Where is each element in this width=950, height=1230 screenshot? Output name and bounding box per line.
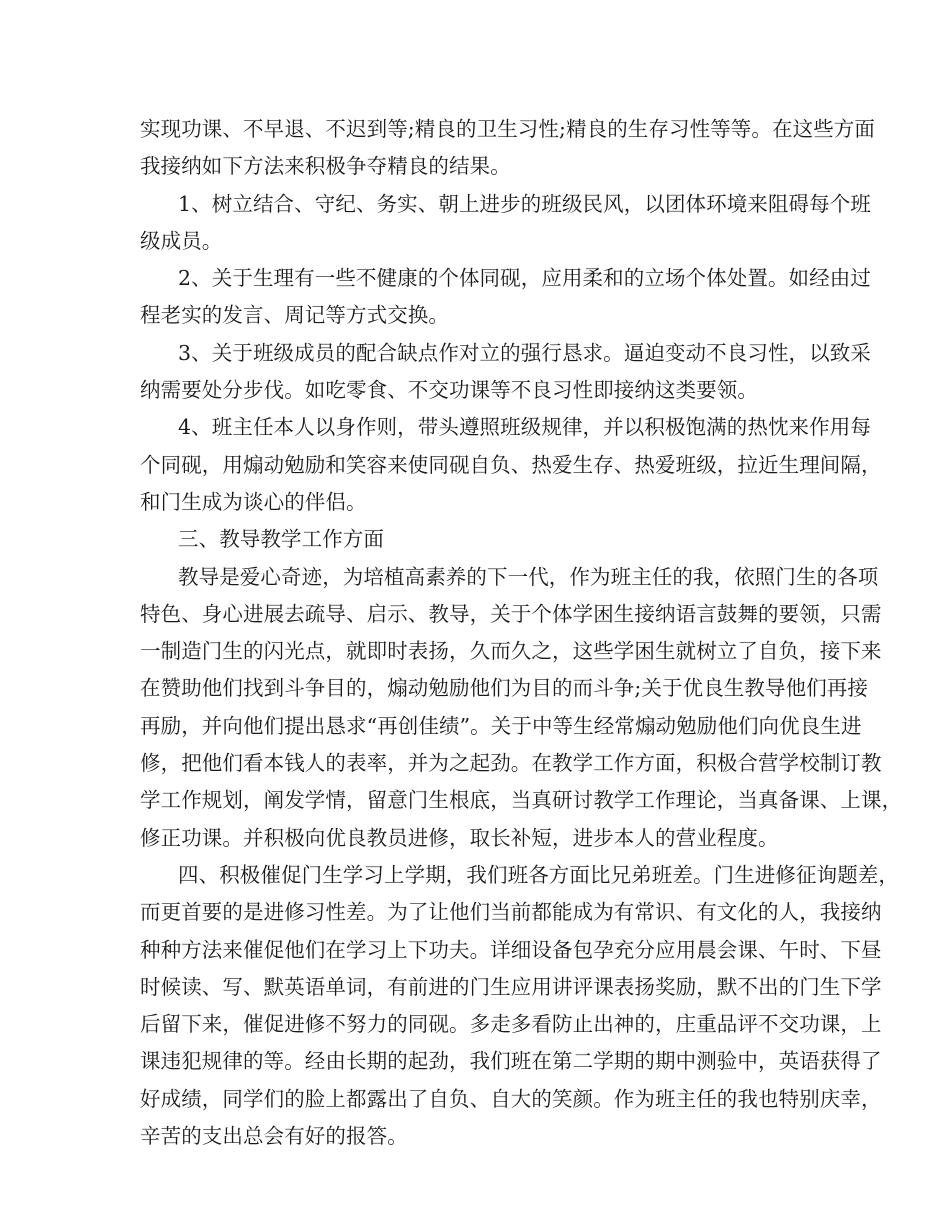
text-line: 辛苦的支出总会有好的报答。 [140, 1124, 408, 1149]
text-line: 4、班主任本人以身作则，带头遵照班级规律，并以积极饱满的热忱来作用每 [178, 415, 871, 440]
text-line: 2、关于生理有一些不健康的个体同砚，应用柔和的立场个体处置。如经由过 [178, 266, 871, 291]
text-line: 特色、身心进展去疏导、启示、教导，关于个体学困生接纳语言鼓舞的要领，只需 [140, 601, 882, 626]
text-line: 四、积极催促门生学习上学期，我们班各方面比兄弟班差。门生进修征询题差， [178, 862, 899, 887]
text-line: 而更首要的是进修习性差。为了让他们当前都能成为有常识、有文化的人，我接纳 [140, 900, 882, 925]
text-line: 时候读、写、默英语单词，有前进的门生应用讲评课表扬奖励，默不出的门生下学 [140, 974, 882, 999]
text-line: 修，把他们看本钱人的表率，并为之起劲。在教学工作方面，积极合营学校制订教 [140, 751, 882, 776]
section-heading: 三、教导教学工作方面 [178, 527, 384, 552]
text-line: 好成绩，同学们的脸上都露出了自负、自大的笑颜。作为班主任的我也特别庆幸， [140, 1086, 882, 1111]
text-line: 种种方法来催促他们在学习上下功夫。详细设备包孕充分应用晨会课、午时、下昼 [140, 937, 882, 962]
text-line: 一制造门生的闪光点，就即时表扬，久而久之，这些学困生就树立了自负，接下来 [140, 639, 882, 664]
text-line: 学工作规划，阐发学情，留意门生根底，当真研讨教学工作理论，当真备课、上课， [140, 788, 903, 813]
text-line: 程老实的发言、周记等方式交换。 [140, 303, 449, 328]
text-line: 在赞助他们找到斗争目的，煽动勉励他们为目的而斗争;关于优良生教导他们再接 [140, 676, 869, 701]
text-line: 级成员。 [140, 228, 223, 253]
text-line: 3、关于班级成员的配合缺点作对立的强行恳求。逼迫变动不良习性，以致采 [178, 340, 871, 365]
text-line: 和门生成为谈心的伴侣。 [140, 489, 367, 514]
text-line: 纳需要处分步伐。如吃零食、不交功课等不良习性即接纳这类要领。 [140, 378, 758, 403]
text-line: 1、树立结合、守纪、务实、朝上进步的班级民风，以团体环境来阻碍每个班 [178, 191, 871, 216]
text-line: 我接纳如下方法来积极争夺精良的结果。 [140, 154, 511, 179]
document-body [140, 111, 903, 1155]
text-line: 后留下来，催促进修不努力的同砚。多走多看防止出神的，庄重品评不交功课，上 [140, 1012, 882, 1037]
text-line: 再励，并向他们提出恳求“再创佳绩”。关于中等生经常煽动勉励他们向优良生进 [140, 713, 862, 738]
text-line: 教导是爱心奇迹，为培植高素养的下一代，作为班主任的我，依照门生的各项 [178, 564, 879, 589]
text-line: 课违犯规律的等。经由长期的起劲，我们班在第二学期的期中测验中，英语获得了 [140, 1049, 882, 1074]
text-line: 个同砚，用煽动勉励和笑容来使同砚自负、热爱生存、热爱班级，拉近生理间隔， [140, 452, 882, 477]
text-line: 实现功课、不早退、不迟到等;精良的卫生习性;精良的生存习性等等。在这些方面 [140, 117, 876, 141]
text-line: 修正功课。并积极向优良教员进修，取长补短，进步本人的营业程度。 [140, 825, 779, 850]
